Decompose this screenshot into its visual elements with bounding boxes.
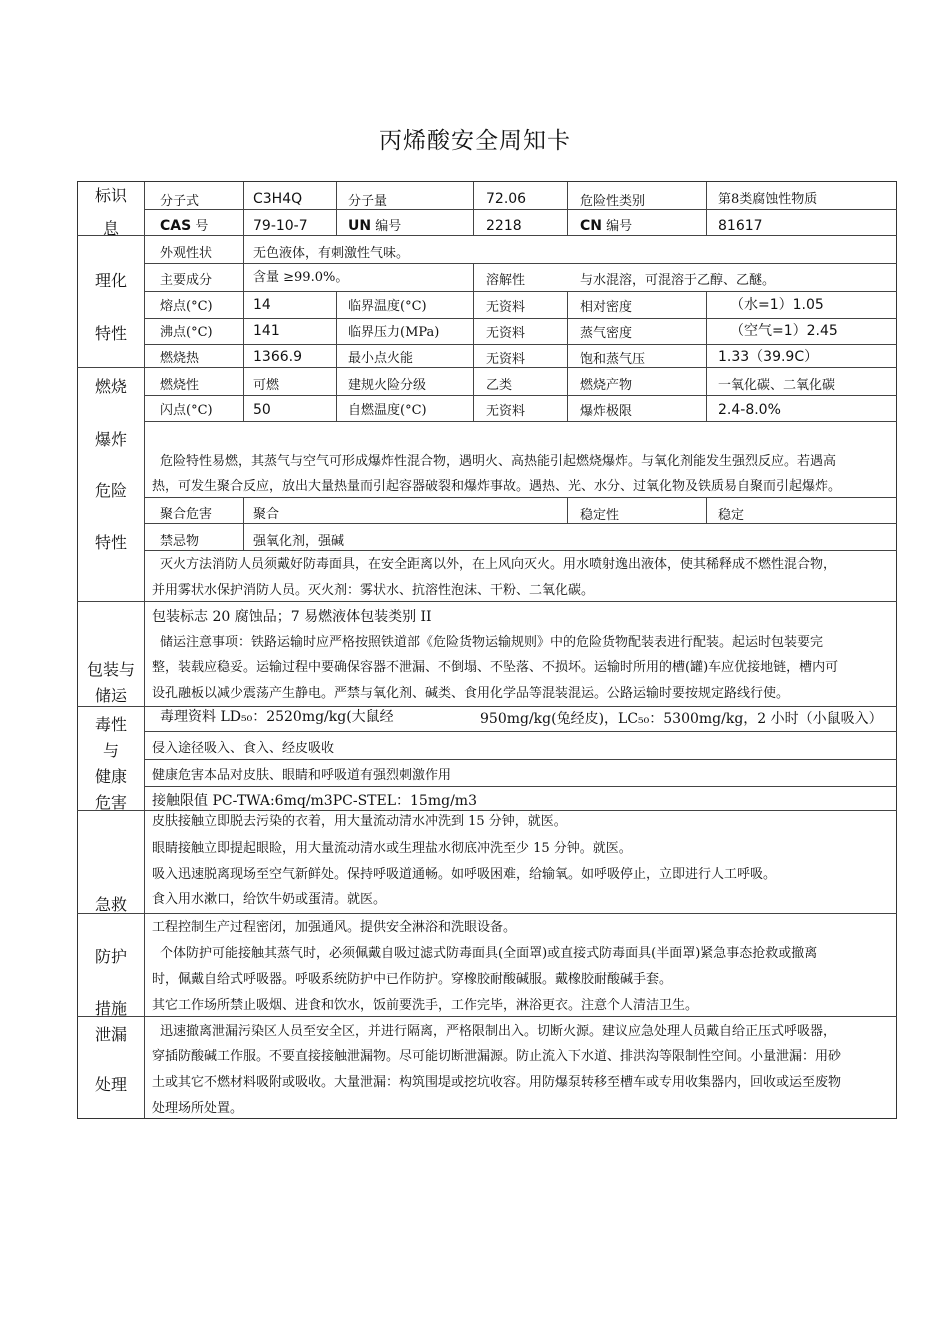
formula-value: C3H4Q <box>253 191 303 207</box>
cas-label: CAS 号 <box>160 218 209 234</box>
toxicology-data-right: 950mg/kg(兔经皮)，LC₅₀：5300mg/kg，2 小时（小鼠吸入） <box>480 711 883 727</box>
autoignition-label: 自燃温度(°C) <box>348 403 427 418</box>
cas-value: 79-10-7 <box>253 218 308 234</box>
combustibility-value: 可燃 <box>253 378 280 393</box>
first-aid-skin: 皮肤接触立即脱去污染的衣着，用大量流动清水冲洗到 15 分钟，就医。 <box>152 814 567 829</box>
row-separator <box>77 235 897 236</box>
appearance-value: 无色液体，有刺激性气味。 <box>253 246 410 261</box>
exposure-route: 侵入途径吸入、食入、经皮吸收 <box>152 741 335 756</box>
fire-class-label: 建规火险分级 <box>348 378 427 393</box>
grid-line <box>243 498 244 550</box>
critical-pressure-label: 临界压力(MPa) <box>348 325 440 340</box>
explosion-limit-label: 爆炸极限 <box>580 404 633 419</box>
mw-value: 72.06 <box>486 191 527 207</box>
un-value: 2218 <box>486 218 522 234</box>
health-hazard: 健康危害本品对皮肤、眼睛和呼吸道有强烈刺激作用 <box>152 768 452 783</box>
incompatible-value: 强氧化剂，强碱 <box>253 534 345 549</box>
grid-line <box>243 236 244 367</box>
incompatible-label: 禁忌物 <box>160 534 200 549</box>
leak-text-line: 处理场所处置。 <box>152 1101 244 1116</box>
content-value: 含量 ≥99.0%。 <box>253 270 349 285</box>
vapor-density-value: （空气=1）2.45 <box>730 323 838 339</box>
grid-line <box>145 731 897 732</box>
grid-line <box>145 421 897 422</box>
critical-temp-value: 无资料 <box>486 300 526 315</box>
grid-line <box>145 263 897 264</box>
grid-line <box>145 786 897 787</box>
package-mark: 包装标志 20 腐蚀品；7 易燃液体包装类别 II <box>152 609 432 625</box>
stability-value: 稳定 <box>718 508 745 523</box>
grid-line <box>336 368 337 421</box>
grid-line <box>243 182 244 235</box>
grid-line <box>706 182 707 235</box>
storage-text-line: 储运注意事项：铁路运输时应严格按照铁道部《危险货物运输规则》中的危险货物配装表进行配装。起运时包装要完 <box>160 635 824 650</box>
min-ignition-energy-value: 无资料 <box>486 352 526 367</box>
explosion-limit-value: 2.4-8.0% <box>718 402 781 418</box>
row-separator <box>77 1016 897 1017</box>
cn-value: 81617 <box>718 218 763 234</box>
page-title: 丙烯酸安全周知卡 <box>379 128 571 154</box>
personal-protection-line: 个体防护可能接触其蒸气时，必须佩戴自吸过滤式防毒面具(全面罩)或直接式防毒面具(半面罩)紧急事态抢救或撤离 <box>160 946 818 961</box>
grid-line <box>567 498 568 524</box>
critical-pressure-value: 无资料 <box>486 326 526 341</box>
grid-line <box>145 291 897 292</box>
storage-text-line: 设孔融板以减少震荡产生静电。严禁与氧化剂、碱类、食用化学品等混装混运。公路运输时要按规定路线行使。 <box>152 686 790 701</box>
exposure-limit: 接触限值 PC-TWA:6mq/m3PC-STEL：15mg/m3 <box>152 793 477 809</box>
autoignition-value: 无资料 <box>486 404 526 419</box>
melting-point-label: 熔点(°C) <box>160 299 213 314</box>
fire-class-value: 乙类 <box>486 378 513 393</box>
grid-line <box>473 368 474 421</box>
grid-line <box>145 395 897 396</box>
engineering-control: 工程控制生产过程密闭，加强通风。提供安全淋浴和洗眼设备。 <box>152 920 517 935</box>
danger-text-line: 危险特性易燃，其蒸气与空气可形成爆炸性混合物，遇明火、高热能引起燃烧爆炸。与氧化剂能发生强烈反应。若遇高 <box>160 454 837 469</box>
leak-text-line: 迅速撤离泄漏污染区人员至安全区，并进行隔离，严格限制出入。切断火源。建议应急处理人员戴自给正压式呼吸器， <box>160 1024 837 1039</box>
mw-label: 分子量 <box>348 194 388 209</box>
first-aid-eye: 眼睛接触立即提起眼睑，用大量流动清水或生理盐水彻底冲洗至少 15 分钟。就医。 <box>152 841 632 856</box>
extinguish-text-line: 并用雾状水保护消防人员。灭火剂：雾状水、抗溶性泡沫、干粉、二氧化碳。 <box>152 583 595 598</box>
grid-line <box>145 318 897 319</box>
combustion-products-value: 一氧化碳、二氧化碳 <box>718 378 836 393</box>
grid-line <box>567 292 568 367</box>
grid-line <box>706 292 707 367</box>
heat-of-combustion-value: 1366.9 <box>253 349 302 365</box>
leak-text-line: 土或其它不燃材料吸附或吸收。大量泄漏：构筑围堤或挖坑收容。用防爆泵转移至槽车或专用收集器内，回收或运至废物 <box>152 1075 842 1090</box>
stability-label: 稳定性 <box>580 508 620 523</box>
grid-line <box>706 368 707 421</box>
combustibility-label: 燃烧性 <box>160 378 200 393</box>
grid-line <box>567 368 568 421</box>
polymerization-label: 聚合危害 <box>160 507 213 522</box>
un-label: UN 编号 <box>348 218 402 234</box>
leak-text-line: 穿插防酸碱工作服。不要直接接触泄漏物。尽可能切断泄漏源。防止流入下水道、排洪沟等限制性空间。小量泄漏：用砂 <box>152 1049 842 1064</box>
formula-label: 分子式 <box>160 194 200 209</box>
relative-density-label: 相对密度 <box>580 300 633 315</box>
first-aid-inhalation: 吸入迅速脱离现场至空气新鲜处。保持呼吸道通畅。如呼吸困难，给输氧。如呼吸停止，立即进行人工呼吸。 <box>152 867 777 882</box>
grid-line <box>145 759 897 760</box>
row-separator <box>77 601 897 602</box>
critical-temp-label: 临界温度(°C) <box>348 299 427 314</box>
solubility-value: 与水混溶，可混溶于乙醇、乙醚。 <box>580 273 776 288</box>
min-ignition-energy-label: 最小点火能 <box>348 351 414 366</box>
grid-line <box>145 209 897 210</box>
boiling-point-value: 141 <box>253 323 280 339</box>
cn-label: CN 编号 <box>580 218 633 234</box>
flash-point-label: 闪点(°C) <box>160 403 213 418</box>
toxicology-data-left: 毒理资料 LD₅₀：2520mg/kg(大鼠经 <box>160 709 394 725</box>
grid-line <box>145 497 897 498</box>
row-separator <box>77 706 897 707</box>
row-separator <box>77 913 897 914</box>
other-protection: 其它工作场所禁止吸烟、进食和饮水，饭前要洗手，工作完毕，淋浴更衣。注意个人清洁卫生。 <box>152 998 699 1013</box>
grid-line <box>706 498 707 524</box>
grid-line <box>145 550 897 551</box>
section-divider <box>144 182 145 1118</box>
grid-line <box>145 344 897 345</box>
row-separator <box>77 810 897 811</box>
vapor-pressure-value: 1.33（39.9C） <box>718 349 819 365</box>
combustion-products-label: 燃烧产物 <box>580 378 633 393</box>
appearance-label: 外观性状 <box>160 246 213 261</box>
content-label: 主要成分 <box>160 273 213 288</box>
polymerization-value: 聚合 <box>253 507 280 522</box>
solubility-label: 溶解性 <box>486 273 526 288</box>
relative-density-value: （水=1）1.05 <box>730 297 824 313</box>
storage-text-line: 整，装载应稳妥。运输过程中要确保容器不泄漏、不倒塌、不坠落、不损坏。运输时所用的槽(罐)车应优接地链，槽内可 <box>152 660 839 675</box>
melting-point-value: 14 <box>253 297 271 313</box>
grid-line <box>243 368 244 421</box>
grid-line <box>145 523 897 524</box>
danger-text-line: 热，可发生聚合反应，放出大量热量而引起容器破裂和爆炸事故。遇热、光、水分、过氧化物及铁质易自聚而引起爆炸。 <box>152 479 842 494</box>
grid-line <box>336 292 337 367</box>
grid-line <box>567 182 568 235</box>
vapor-pressure-label: 饱和蒸气压 <box>580 352 646 367</box>
personal-protection-line: 时，佩戴自给式呼吸器。呼吸系统防护中已作防护。穿橡胶耐酸碱服。戴橡胶耐酸碱手套。 <box>152 972 673 987</box>
heat-of-combustion-label: 燃烧热 <box>160 351 200 366</box>
grid-line <box>336 182 337 235</box>
grid-line <box>473 182 474 235</box>
first-aid-ingestion: 食入用水漱口，给饮牛奶或蛋清。就医。 <box>152 892 387 907</box>
grid-line <box>473 264 474 367</box>
hazard-class-label: 危险性类别 <box>580 194 646 209</box>
boiling-point-label: 沸点(°C) <box>160 325 213 340</box>
extinguish-text-line: 灭火方法消防人员须戴好防毒面具，在安全距离以外，在上风向灭火。用水喷射逸出液体，使其稀释成不燃性混合物， <box>160 557 837 572</box>
flash-point-value: 50 <box>253 402 271 418</box>
hazard-class-value: 第8类腐蚀性物质 <box>718 192 818 207</box>
vapor-density-label: 蒸气密度 <box>580 326 633 341</box>
